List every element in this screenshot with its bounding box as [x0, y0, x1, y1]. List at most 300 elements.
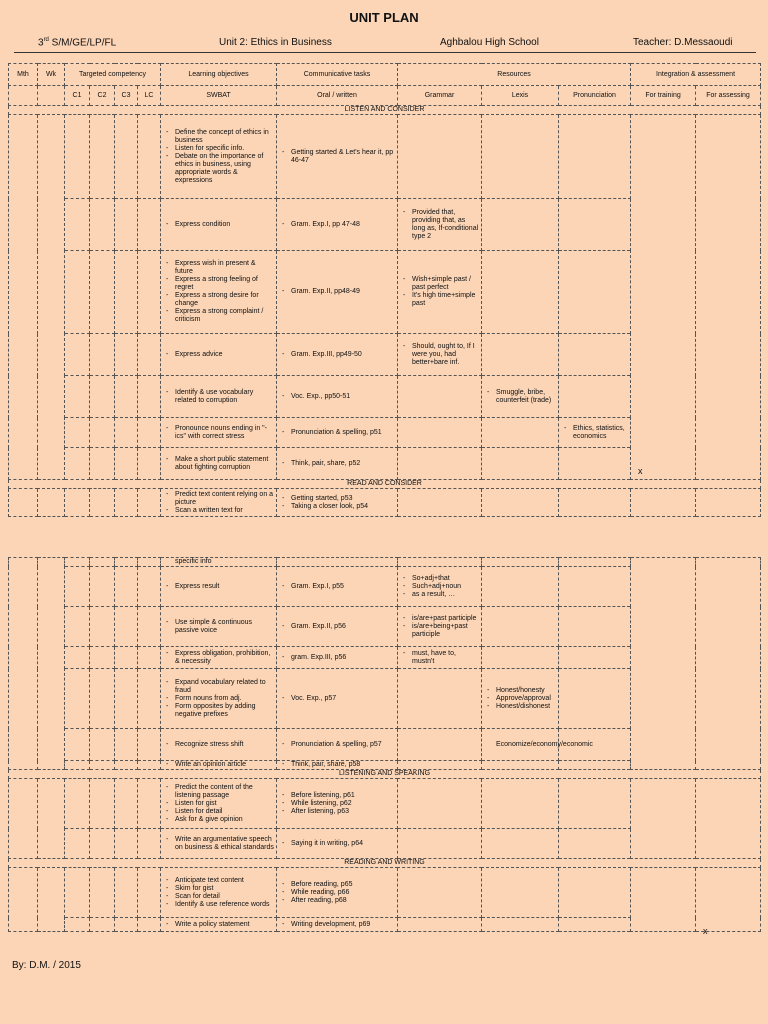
table-cell	[38, 115, 65, 480]
table-cell	[559, 607, 631, 647]
table-cell	[482, 868, 559, 918]
table-row	[9, 779, 761, 829]
table-cell	[277, 779, 398, 829]
cell-list-item: - Gram. Exp.II, p56	[291, 623, 395, 631]
cell-list	[279, 840, 395, 848]
table-cell	[482, 334, 559, 376]
cell-list	[163, 491, 274, 515]
cell-list-item: - Before reading, p65	[291, 881, 395, 889]
table-cell	[138, 115, 161, 199]
table-cell	[38, 86, 65, 106]
table-cell	[398, 567, 482, 607]
table-cell	[65, 448, 90, 480]
cell-list-item: - Express obligation, prohibition, & necessity	[175, 650, 274, 666]
table-cell	[90, 418, 115, 448]
table-cell	[482, 647, 559, 669]
cell-list-item: - Predict text content relying on a picture	[175, 491, 274, 507]
table-cell	[161, 647, 277, 669]
table-cell	[277, 729, 398, 761]
table-cell	[115, 489, 138, 517]
section-listening-speaking: LISTENING AND SPEAKING	[9, 770, 761, 779]
table-cell	[115, 558, 138, 567]
cell-list	[400, 276, 479, 308]
table-cell	[90, 729, 115, 761]
cell-list	[163, 650, 274, 666]
col-integration: Integration & assessment	[631, 64, 761, 86]
table-cell	[482, 489, 559, 517]
cell-list-item: - Saying it in writing, p64	[291, 840, 395, 848]
table-cell	[482, 418, 559, 448]
cell-list-item: - must, have to, mustn't	[412, 650, 479, 666]
table-cell	[161, 115, 277, 199]
table-cell	[90, 558, 115, 567]
table-cell	[90, 918, 115, 932]
unit-label: Unit 2: Ethics in Business	[219, 37, 332, 48]
cell-list	[163, 784, 274, 824]
table-cell	[138, 199, 161, 251]
cell-list	[400, 209, 479, 241]
table-cell	[277, 489, 398, 517]
table-cell	[138, 418, 161, 448]
cell-list	[163, 679, 274, 719]
cell-list-item: - Identify & use vocabulary related to corruption	[175, 389, 274, 405]
cell-list	[163, 351, 274, 359]
table-cell	[277, 251, 398, 334]
table-cell	[559, 376, 631, 418]
header-divider	[14, 52, 756, 53]
table-cell	[161, 251, 277, 334]
table-cell	[115, 567, 138, 607]
cell-list	[400, 575, 479, 599]
table-cell	[65, 918, 90, 932]
table-cell	[398, 115, 482, 199]
table-cell	[559, 489, 631, 517]
table-cell	[90, 567, 115, 607]
cell-list-item: - Express a strong complaint / criticism	[175, 308, 274, 324]
cell-list	[163, 260, 274, 324]
table-cell	[398, 199, 482, 251]
cell-list-item: - Define the concept of ethics in business	[175, 129, 274, 145]
table-cell	[482, 251, 559, 334]
table-cell	[161, 199, 277, 251]
table-cell	[398, 418, 482, 448]
table-cell	[398, 669, 482, 729]
table-cell	[559, 761, 631, 770]
cell-list-item: - Recognize stress shift	[175, 741, 274, 749]
table-cell	[65, 647, 90, 669]
table-cell	[138, 779, 161, 829]
table-cell	[115, 115, 138, 199]
cell-list-item: - Gram. Exp.I, pp 47-48	[291, 221, 395, 229]
cell-list-item: - Pronounce nouns ending in "-ics" with correct stress	[175, 425, 274, 441]
table-cell	[559, 647, 631, 669]
cell-list-item: - Getting started, p53	[291, 495, 395, 503]
table-cell	[65, 669, 90, 729]
table-cell	[138, 334, 161, 376]
col-c2: C2	[90, 86, 115, 106]
cell-list-item: - as a result, …	[412, 591, 479, 599]
cell-list	[279, 460, 395, 468]
table-cell	[277, 448, 398, 480]
table-cell	[161, 418, 277, 448]
cell-list-item: - Anticipate text content	[175, 877, 274, 885]
cell-list-item: - Scan a written text for	[175, 507, 274, 515]
table-cell	[161, 334, 277, 376]
cell-list-item: - Form nouns from adj.	[175, 695, 274, 703]
table-cell	[138, 376, 161, 418]
table-cell	[161, 829, 277, 859]
cell-list-item: - Gram. Exp.II, pp48-49	[291, 288, 395, 296]
table-cell	[65, 607, 90, 647]
col-for-assessing: For assessing	[696, 86, 761, 106]
table-cell	[9, 86, 38, 106]
assessing-mark: x	[703, 926, 708, 936]
cell-list-item: - gram. Exp.III, p56	[291, 654, 395, 662]
cell-list-item: - Express a strong feeling of regret	[175, 276, 274, 292]
table-cell	[38, 489, 65, 517]
col-mth: Mth	[9, 64, 38, 86]
col-objectives: Learning objectives	[161, 64, 277, 86]
table-cell	[559, 669, 631, 729]
table-cell	[115, 376, 138, 418]
col-for-training: For training	[631, 86, 696, 106]
col-pronunciation: Pronunciation	[559, 86, 631, 106]
cell-list	[279, 149, 395, 165]
table-cell	[138, 761, 161, 770]
cell-list	[279, 921, 395, 929]
table-cell	[161, 607, 277, 647]
cell-list	[279, 623, 395, 631]
cell-list-item: - Approve/approval	[496, 695, 556, 703]
cell-list	[163, 583, 274, 591]
cell-list-item: - After listening, p63	[291, 808, 395, 816]
table-cell	[65, 567, 90, 607]
cell-list-item: - Form opposites by adding negative prefixes	[175, 703, 274, 719]
cell-list	[279, 741, 395, 749]
table-cell	[138, 607, 161, 647]
table-cell	[559, 868, 631, 918]
cell-list-item: - Gram. Exp.I, p55	[291, 583, 395, 591]
cell-list	[561, 425, 628, 441]
table-cell	[277, 607, 398, 647]
cell-list-item: - Should, ought to, If I were you, had better+bare inf.	[412, 343, 479, 367]
cell-list-item: - Debate on the importance of ethics in business, using appropriate words & expressions	[175, 153, 274, 185]
cell-list-item: - Express a strong desire for change	[175, 292, 274, 308]
cell-list	[400, 343, 479, 367]
cell-list-item: - Listen for detail	[175, 808, 274, 816]
table-cell	[161, 448, 277, 480]
cell-list-item: - Listen for specific info.	[175, 145, 274, 153]
document-title: UNIT PLAN	[349, 10, 419, 25]
table-cell	[115, 334, 138, 376]
cell-list-item: - Honest/honesty	[496, 687, 556, 695]
cell-list	[163, 921, 274, 929]
cell-list-item: - Make a short public statement about fighting corruption	[175, 456, 274, 472]
cell-list	[163, 761, 274, 769]
table-cell	[90, 376, 115, 418]
table-cell	[115, 448, 138, 480]
table-cell	[559, 251, 631, 334]
table-cell	[631, 558, 696, 770]
cell-list	[163, 836, 274, 852]
cell-list	[279, 288, 395, 296]
table-cell	[482, 779, 559, 829]
table-cell: specific info	[161, 558, 277, 567]
table-cell	[277, 418, 398, 448]
cell-list-item: - Provided that, providing that, as long as, If-conditional type 2	[412, 209, 479, 241]
table-cell	[398, 334, 482, 376]
table-cell	[38, 868, 65, 932]
table-cell	[559, 567, 631, 607]
table-cell	[65, 868, 90, 918]
table-cell	[696, 489, 761, 517]
cell-list	[279, 393, 395, 401]
section-row	[9, 859, 761, 868]
cell-list-item: - While listening, p62	[291, 800, 395, 808]
table-cell	[115, 829, 138, 859]
table-cell	[65, 334, 90, 376]
table-cell	[559, 448, 631, 480]
table-cell	[482, 558, 559, 567]
table-cell	[696, 868, 761, 932]
table-cell	[115, 729, 138, 761]
table-cell	[277, 829, 398, 859]
table-cell	[115, 607, 138, 647]
table-cell	[482, 761, 559, 770]
table-cell	[138, 448, 161, 480]
table-cell: Economize/economy/economic	[482, 729, 559, 761]
table-cell	[138, 251, 161, 334]
class-label: 3rd S/M/GE/LP/FL	[38, 37, 117, 49]
table-cell	[277, 647, 398, 669]
plan-table-page-1	[8, 63, 761, 517]
cell-list-item: - is/are+being+past participle	[412, 623, 479, 639]
table-cell	[161, 761, 277, 770]
table-cell	[398, 729, 482, 761]
table-cell	[559, 779, 631, 829]
table-cell	[398, 918, 482, 932]
table-cell	[9, 558, 38, 770]
table-cell	[38, 779, 65, 859]
table-cell	[482, 376, 559, 418]
cell-list-item: - Use simple & continuous passive voice	[175, 619, 274, 635]
section-read-consider: READ AND CONSIDER	[9, 480, 761, 489]
cell-list-item: - Listen for gist	[175, 800, 274, 808]
table-cell	[115, 868, 138, 918]
cell-list-item: - Write an opinion article	[175, 761, 274, 769]
table-cell	[398, 779, 482, 829]
cell-list-item: - Ethics, statistics, economics	[573, 425, 628, 441]
cell-list-item: - Express wish in present & future	[175, 260, 274, 276]
table-cell	[9, 115, 38, 480]
cell-list-item: - Gram. Exp.III, pp49-50	[291, 351, 395, 359]
table-cell	[9, 779, 38, 859]
table-cell	[696, 115, 761, 480]
cell-list-item: - Think, pair, share, p58	[291, 761, 395, 769]
table-cell	[277, 199, 398, 251]
section-row	[9, 480, 761, 489]
table-cell	[115, 251, 138, 334]
table-cell	[115, 918, 138, 932]
cell-list-item: - Predict the content of the listening passage	[175, 784, 274, 800]
col-lexis: Lexis	[482, 86, 559, 106]
cell-list	[400, 615, 479, 639]
cell-list	[279, 583, 395, 591]
table-cell	[277, 567, 398, 607]
school-label: Aghbalou High School	[440, 37, 539, 48]
cell-list-item: - Express condition	[175, 221, 274, 229]
cell-list-item: - While reading, p66	[291, 889, 395, 897]
table-cell	[559, 418, 631, 448]
table-cell	[482, 918, 559, 932]
table-cell	[90, 607, 115, 647]
section-reading-writing: READING AND WRITING	[9, 859, 761, 868]
cell-list	[163, 877, 274, 909]
table-cell	[90, 199, 115, 251]
table-cell	[115, 199, 138, 251]
cell-list-item: - Before listening, p61	[291, 792, 395, 800]
table-cell	[482, 607, 559, 647]
table-cell	[90, 868, 115, 918]
table-cell	[90, 489, 115, 517]
cell-list-item: - Skim for gist	[175, 885, 274, 893]
col-resources: Resources	[398, 64, 631, 86]
cell-list	[163, 619, 274, 635]
table-header-row	[9, 64, 761, 86]
table-cell	[277, 334, 398, 376]
cell-list	[400, 650, 479, 666]
table-cell	[482, 567, 559, 607]
col-oral: Oral / written	[277, 86, 398, 106]
table-cell	[559, 199, 631, 251]
table-cell	[65, 829, 90, 859]
table-cell	[115, 761, 138, 770]
cell-list	[163, 456, 274, 472]
table-cell	[9, 868, 38, 932]
cell-list-item: - Getting started & Let's hear it, pp 46-47	[291, 149, 395, 165]
cell-list-item: - Write an argumentative speech on business & ethical standards	[175, 836, 274, 852]
cell-list	[163, 389, 274, 405]
table-cell	[65, 489, 90, 517]
training-mark: x	[638, 466, 643, 476]
cell-list	[279, 881, 395, 905]
section-listen-consider: LISTEN AND CONSIDER	[9, 106, 761, 115]
section-row	[9, 770, 761, 779]
table-cell	[138, 868, 161, 918]
cell-list	[279, 495, 395, 511]
cell-list	[163, 129, 274, 185]
cell-list-item: - Express advice	[175, 351, 274, 359]
col-lc: LC	[138, 86, 161, 106]
cell-list-item: - Smuggle, bribe, counterfeit (trade)	[496, 389, 556, 405]
cell-list-item: - Voc. Exp., pp50-51	[291, 393, 395, 401]
table-cell	[115, 647, 138, 669]
footer-credit: By: D.M. / 2015	[12, 960, 81, 971]
table-cell	[9, 489, 38, 517]
table-cell	[65, 418, 90, 448]
table-cell	[696, 558, 761, 770]
table-cell	[398, 376, 482, 418]
col-targeted: Targeted competency	[65, 64, 161, 86]
table-cell	[398, 489, 482, 517]
table-cell	[65, 199, 90, 251]
table-cell	[138, 558, 161, 567]
table-cell	[559, 918, 631, 932]
cell-list-item: - Express result	[175, 583, 274, 591]
table-cell	[65, 761, 90, 770]
table-cell	[38, 558, 65, 770]
table-cell	[65, 729, 90, 761]
cell-list	[279, 792, 395, 816]
table-cell	[65, 251, 90, 334]
cell-list-item: - Scan for detail	[175, 893, 274, 901]
col-swbat: SWBAT	[161, 86, 277, 106]
table-cell	[482, 115, 559, 199]
cell-list-item: - Expand vocabulary related to fraud	[175, 679, 274, 695]
table-cell	[277, 115, 398, 199]
plan-table-page-2	[8, 557, 761, 932]
table-cell	[631, 489, 696, 517]
table-cell	[631, 115, 696, 480]
table-cell	[90, 334, 115, 376]
cell-list	[279, 695, 395, 703]
col-tasks: Communicative tasks	[277, 64, 398, 86]
cell-list-item: - Such+adj+noun	[412, 583, 479, 591]
table-cell	[138, 729, 161, 761]
cell-list	[163, 741, 274, 749]
table-cell	[90, 251, 115, 334]
cell-list-item: - It's high time+simple past	[412, 292, 479, 308]
cell-list-item: - After reading, p68	[291, 897, 395, 905]
cell-list	[163, 425, 274, 441]
table-cell	[161, 489, 277, 517]
table-cell	[482, 448, 559, 480]
cell-list-item: - Identify & use reference words	[175, 901, 274, 909]
cell-list-item: - Pronunciation & spelling, p51	[291, 429, 395, 437]
cell-list-item: - Voc. Exp., p57	[291, 695, 395, 703]
table-cell	[559, 829, 631, 859]
table-cell	[559, 334, 631, 376]
table-cell	[559, 558, 631, 567]
table-cell	[138, 918, 161, 932]
table-cell	[138, 647, 161, 669]
cell-list	[484, 389, 556, 405]
table-cell	[631, 868, 696, 932]
cell-list-item: - Taking a closer look, p54	[291, 503, 395, 511]
cell-list	[279, 654, 395, 662]
table-row	[9, 558, 761, 567]
table-cell	[482, 199, 559, 251]
table-cell	[277, 918, 398, 932]
table-cell	[398, 251, 482, 334]
table-cell	[398, 868, 482, 918]
table-cell	[161, 779, 277, 829]
table-cell	[90, 669, 115, 729]
cell-list-item: - is/are+past participle	[412, 615, 479, 623]
table-cell	[398, 607, 482, 647]
table-cell	[482, 669, 559, 729]
table-cell	[398, 558, 482, 567]
cell-list-item: - Wish+simple past / past perfect	[412, 276, 479, 292]
table-subheader-row	[9, 86, 761, 106]
table-cell	[90, 647, 115, 669]
col-c1: C1	[65, 86, 90, 106]
table-cell	[161, 669, 277, 729]
table-row	[9, 868, 761, 918]
table-cell	[161, 868, 277, 918]
cell-list-item: - Ask for & give opinion	[175, 816, 274, 824]
table-cell	[482, 829, 559, 859]
